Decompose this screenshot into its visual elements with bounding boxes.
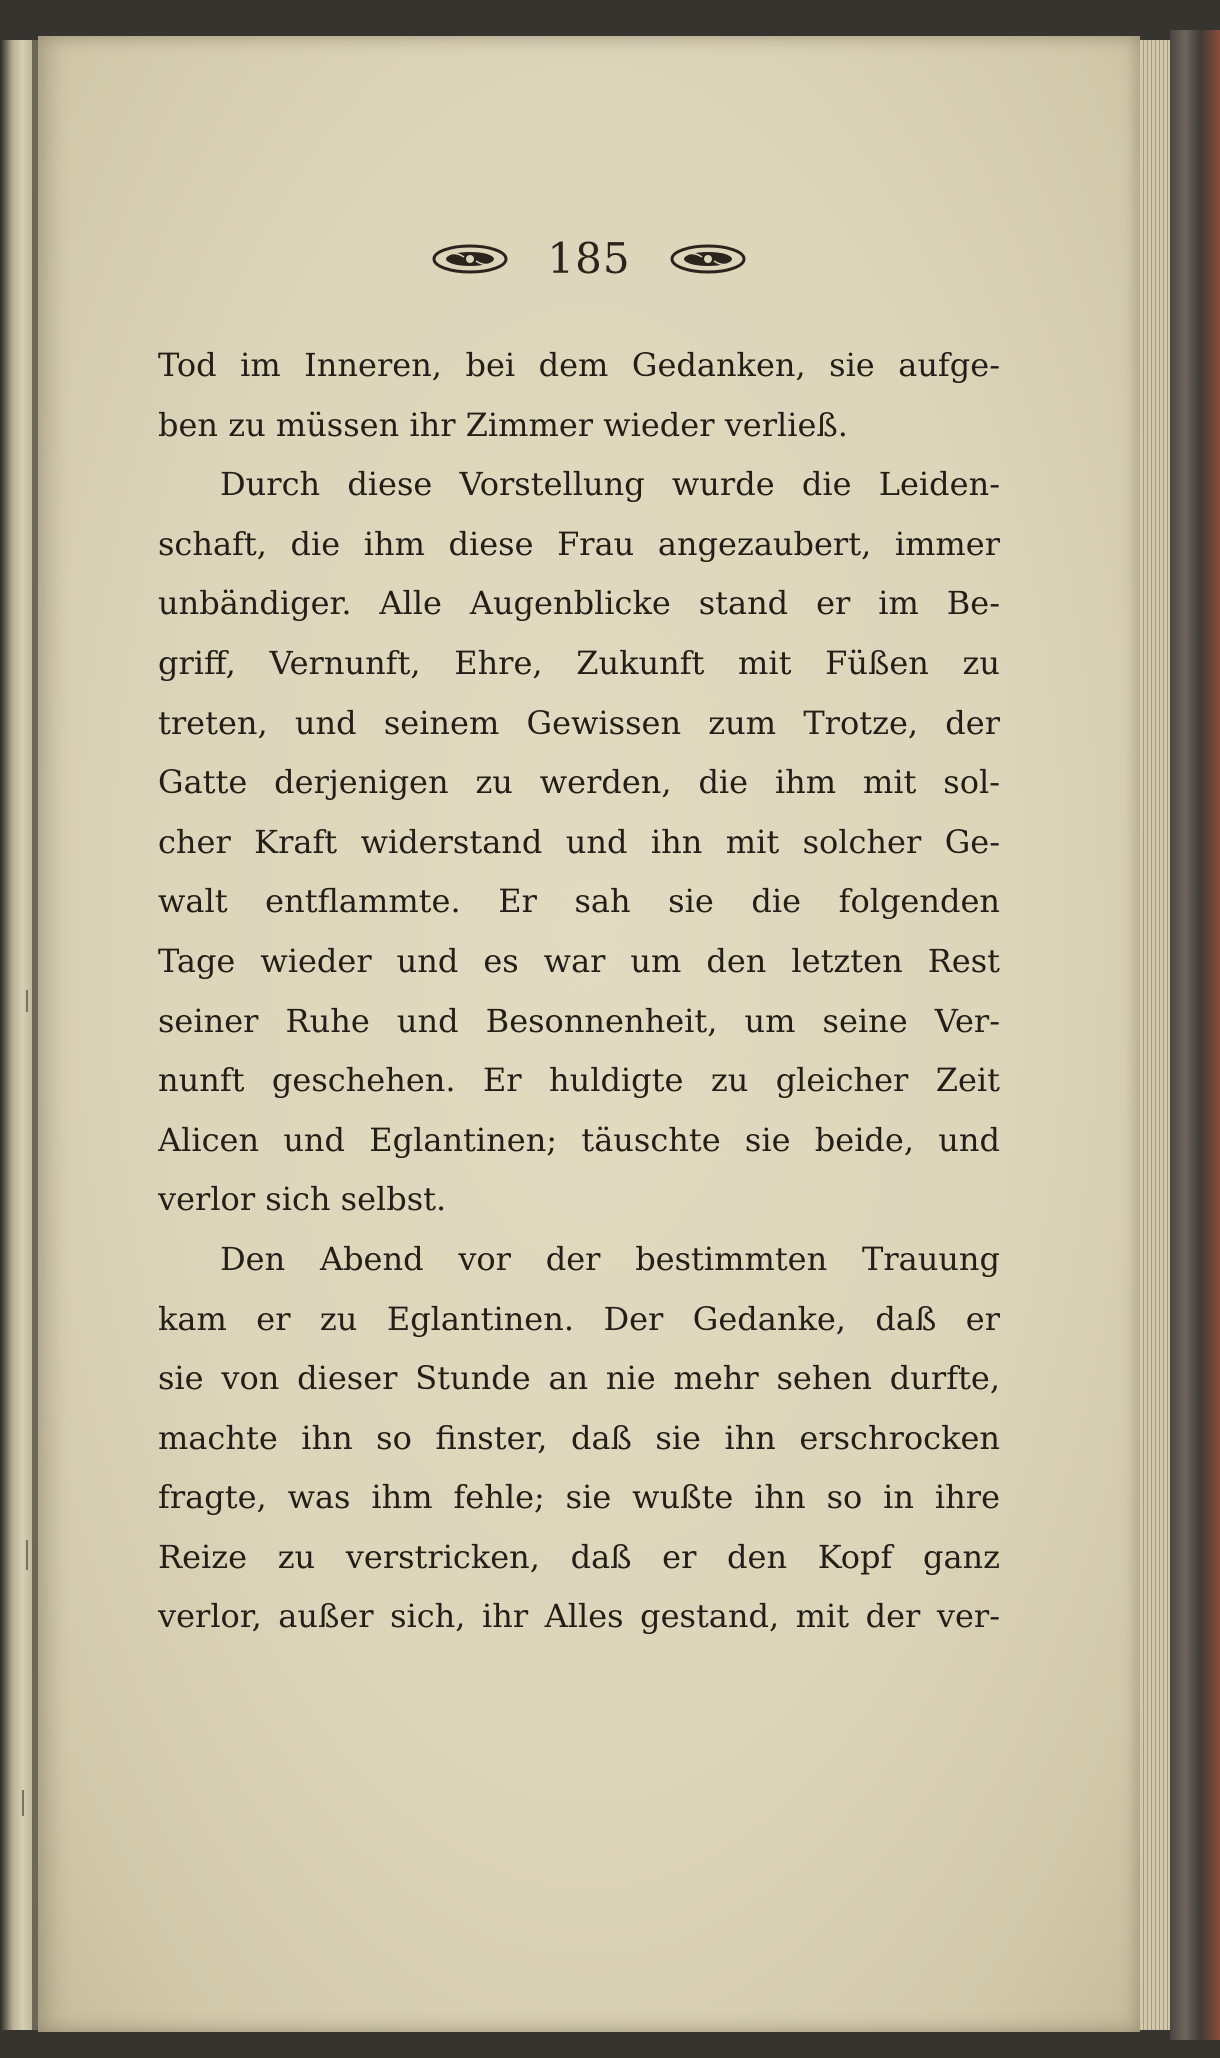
text-line: sie von dieser Stunde an nie mehr sehen durfte, <box>158 1359 1000 1398</box>
book-page <box>38 36 1140 2032</box>
text-line: seiner Ruhe und Besonnenheit, um seine Ver- <box>158 1001 1000 1040</box>
text-line: kam er zu Eglantinen. Der Gedanke, daß er <box>158 1299 1000 1338</box>
text-line: Durch diese Vorstellung wurde die Leiden- <box>220 465 1000 504</box>
text-line: cher Kraft widerstand und ihn mit solcher Ge- <box>158 822 1000 861</box>
text-line: schaft, die ihm diese Frau angezaubert, immer <box>158 524 1000 563</box>
text-line: walt entflammte. Er sah sie die folgenden <box>158 882 1000 921</box>
text-line: Tage wieder und es war um den letzten Rest <box>158 941 1000 980</box>
paragraph <box>158 336 1000 455</box>
text-line: Den Abend vor der bestimmten Trauung <box>220 1239 1000 1278</box>
margin-mark <box>26 990 28 1012</box>
margin-mark <box>22 1790 24 1816</box>
text-line: Tod im Inneren, bei dem Gedanken, sie aufge- <box>158 346 1000 384</box>
body-text <box>158 336 1000 1647</box>
text-line: machte ihn so finster, daß sie ihn erschrocken <box>158 1418 1000 1457</box>
book-cover-edge <box>1170 30 1220 2040</box>
margin-mark <box>26 1540 28 1570</box>
fleuron-ornament-icon <box>670 243 746 275</box>
text-line: verlor sich selbst. <box>158 1180 447 1219</box>
text-line: Alicen und Eglantinen; täuschte sie beide, und <box>158 1120 1000 1159</box>
paragraph <box>158 455 1000 1230</box>
page-header <box>38 234 1140 304</box>
text-line: verlor, außer sich, ihr Alles gestand, mit der ver- <box>158 1597 1000 1636</box>
page-stack-edge <box>1140 40 1170 2030</box>
page-number: 185 <box>547 234 631 283</box>
left-page-edge <box>0 40 32 2030</box>
text-line: griff, Vernunft, Ehre, Zukunft mit Füßen zu <box>158 643 1000 682</box>
text-line: fragte, was ihm fehle; sie wußte ihn so in ihre <box>158 1478 1000 1517</box>
text-line: ben zu müssen ihr Zimmer wieder verließ. <box>158 405 848 444</box>
fleuron-ornament-icon <box>432 243 508 275</box>
text-line: Gatte derjenigen zu werden, die ihm mit sol- <box>158 763 1000 802</box>
text-line: treten, und seinem Gewissen zum Trotze, der <box>158 703 1000 742</box>
text-line: nunft geschehen. Er huldigte zu gleicher Zeit <box>158 1061 1000 1100</box>
text-line: Reize zu verstricken, daß er den Kopf ganz <box>158 1537 1000 1576</box>
text-line: unbändiger. Alle Augenblicke stand er im Be- <box>158 584 1000 623</box>
paragraph <box>158 1230 1000 1647</box>
